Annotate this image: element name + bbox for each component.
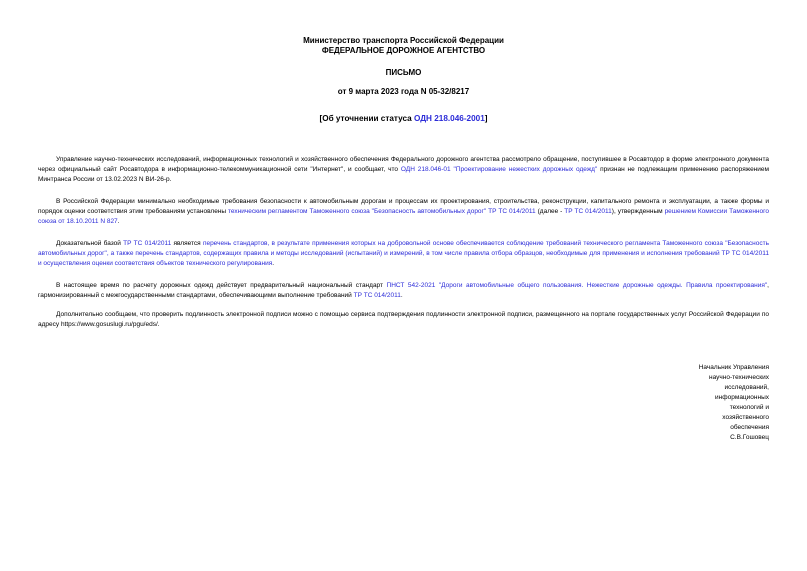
odn-218-046-01-link[interactable]: ОДН 218.046-01 "Проектирование нежестких дорожных одежд" xyxy=(400,166,598,173)
signature-line: научно-технических xyxy=(709,374,769,381)
signature-block xyxy=(669,363,769,443)
tr-ts-link[interactable]: ТР ТС 014/2011 xyxy=(123,240,172,247)
signature-line: технологий и xyxy=(729,404,769,411)
document-type: ПИСЬМО xyxy=(385,68,422,77)
signature-line: Начальник Управления xyxy=(698,364,769,371)
p4-text-3: . xyxy=(400,292,403,299)
status-suffix: ] xyxy=(484,114,488,123)
p1-text-1: Управление научно-технических исследований, информационных технологий и хозяйственного обеспечения Федерального дорожного агентства рассмотрело обращение, поступившее в Росавтодор в форме электронного документа через официальный сайт Росавтодора в информационно-телекоммуникационной сети "Интернет", и сообщает, что xyxy=(38,156,769,173)
status-prefix: [Об уточнении статуса xyxy=(319,114,414,123)
standards-list-link[interactable]: перечень стандартов, в результате применения которых на добровольной основе обеспечивается соблюдение требований технического регламента Таможенного союза "Безопасность автомобильных дорог", а также перечень стандартов, содержащих правила и методы исследований (испытаний) и измерений, в том числе правила отбора образцов, необходимые для применения и исполнения требований ТР ТС 014/2011 и осуществления оценки соответствия объектов технического регулирования xyxy=(38,240,769,267)
paragraph-1 xyxy=(38,155,769,185)
p2-text-3: ), утвержденным xyxy=(611,208,665,215)
p2-text-2: (далее - xyxy=(535,208,565,215)
signatory-name: С.В.Гошовец xyxy=(730,434,769,441)
p4-text-2: , гармонизированный с межгосударственными стандартами, обеспечивающими выполнение требований xyxy=(38,282,769,299)
signature-line: информационных xyxy=(715,394,769,401)
ministry-title: Министерство транспорта Российской Федерации xyxy=(303,36,504,45)
signature-line: хозяйственного xyxy=(722,414,769,421)
signature-line: исследований, xyxy=(724,384,769,391)
pnst-542-link[interactable]: ПНСТ 542-2021 "Дороги автомобильные общего пользования. Нежесткие дорожные одежды. Правила проектирования" xyxy=(386,282,768,289)
p2-text-1: В Российской Федерации минимально необходимые требования безопасности к автомобильным дорогам и процессам их проектирования, строительства, реконструкции, капитального ремонта и эксплуатации, а также формы и порядок оценки соответствия этим требованиям установлены xyxy=(38,198,769,215)
paragraph-2 xyxy=(38,197,769,227)
signature-line: обеспечения xyxy=(730,424,769,431)
status-heading xyxy=(0,114,807,123)
p2-text-4: . xyxy=(117,218,120,225)
p1-text-2: признан не подлежащим применению распоряжением Минтранса России от 13.02.2023 N ВИ-26-р. xyxy=(38,166,769,183)
p3-text-1: Доказательной базой xyxy=(56,240,124,247)
paragraph-3 xyxy=(38,239,769,269)
p4-text-1: В настоящее время по расчету дорожных одежд действует предварительный национальный стандарт xyxy=(56,282,387,289)
tr-ts-link[interactable]: ТР ТС 014/2011 xyxy=(564,208,612,215)
p3-text-2: является xyxy=(171,240,203,247)
p5-text-1: Дополнительно сообщаем, что проверить подлинность электронной подписи можно с помощью сервиса подтверждения подлинности электронной подписи, размещенного на портале государственных услуг Российской Федерации по адресу https://www.gosuslugi.ru/pgu/eds/. xyxy=(38,311,769,328)
document-date-number: от 9 марта 2023 года N 05-32/8217 xyxy=(337,87,470,96)
paragraph-4 xyxy=(38,281,769,301)
odn-link[interactable]: ОДН 218.046-2001 xyxy=(413,114,485,123)
commission-decision-link[interactable]: решением Комиссии Таможенного союза от 18.10.2011 N 827 xyxy=(38,208,769,225)
tech-regulation-link[interactable]: техническим регламентом Таможенного союза "Безопасность автомобильных дорог" ТР ТС 014/2011 xyxy=(228,208,536,215)
tr-ts-link[interactable]: ТР ТС 014/2011 xyxy=(353,292,401,299)
agency-title: ФЕДЕРАЛЬНОЕ ДОРОЖНОЕ АГЕНТСТВО xyxy=(321,46,486,55)
p3-text-3: . xyxy=(272,260,275,267)
paragraph-5 xyxy=(38,310,769,330)
